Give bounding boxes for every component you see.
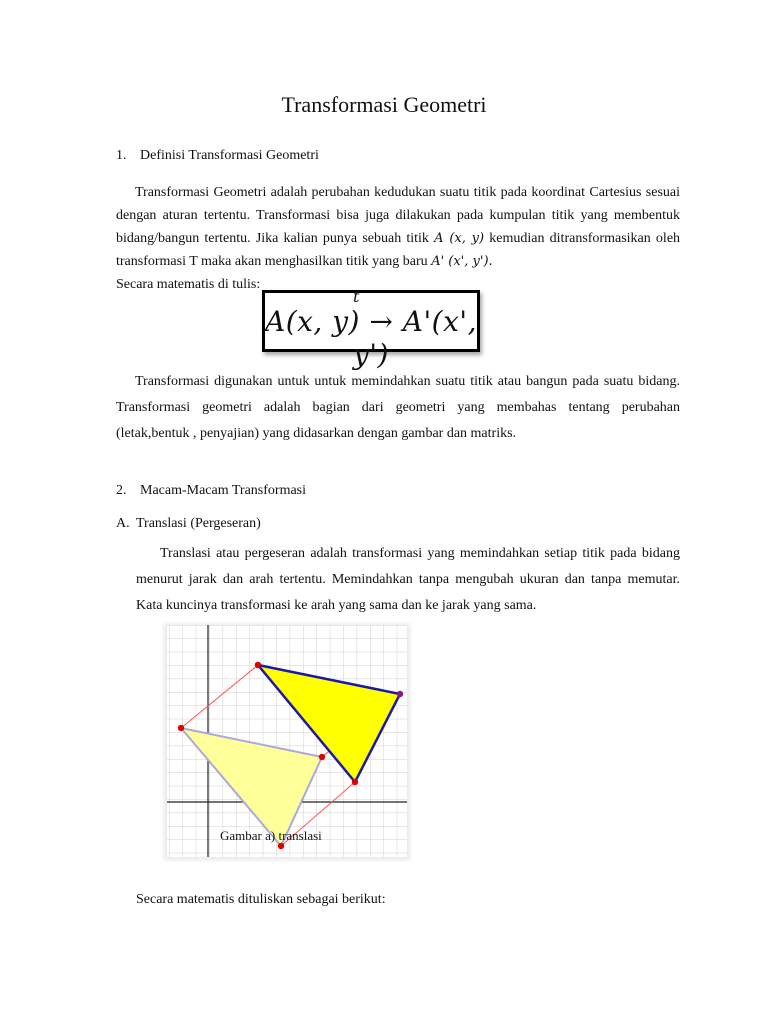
point-a: A (x, y) (434, 231, 485, 246)
section-1-heading (116, 148, 319, 164)
section-1-title: Definisi Transformasi Geometri (140, 148, 319, 163)
transformation-paragraph: Transformasi digunakan untuk untuk memindahkan suatu titik atau bangun pada suatu bidang. Transformasi geometri adalah bagian dari geometri yang membahas tentang perubahan (letak,bentuk , penyajian) yang didasarkan dengan gambar dan matriks. (116, 374, 680, 441)
vertex-a (178, 725, 184, 731)
formula-t-label: t (353, 287, 360, 306)
formula (265, 287, 477, 371)
translation-graph (162, 622, 412, 862)
definition-text-end: Secara matematis di tulis: (116, 277, 261, 292)
vertex-b (319, 754, 325, 760)
translation-figure (162, 622, 412, 862)
vertex-a-prime (255, 662, 261, 668)
section-2-title: Macam-Macam Transformasi (140, 483, 307, 498)
section-2-heading (116, 483, 306, 499)
definition-text: Transformasi Geometri adalah perubahan kedudukan suatu titik pada koordinat Cartesius sesuai dengan aturan tertentu. Transformasi bisa juga dilakukan pada kumpulan titik yang membentuk bidang/bangun tertentu. Jika kalian punya sebuah titik (116, 185, 680, 246)
definition-text-mid: kemudian ditransformasikan oleh transformasi T maka akan menghasilkan titik yang baru (116, 231, 681, 269)
section-1-number: 1. (116, 148, 127, 163)
vertex-b-prime (397, 691, 403, 697)
point-a-prime: A' (x', y'). (431, 254, 493, 269)
figure-caption: Gambar a) translasi (220, 828, 322, 843)
translation-paragraph: Translasi atau pergeseran adalah transformasi yang memindahkan setiap titik pada bidang menurut jarak dan arah tertentu. Memindahkan tanpa mengubah ukuran dan tanpa memutar. Kata kuncinya transformasi ke arah yang sama dan ke jarak yang sama. (136, 546, 680, 613)
subsection-a-title: Translasi (Pergeseran) (136, 516, 261, 531)
closing-sentence: Secara matematis dituliskan sebagai berikut: (136, 892, 386, 907)
formula-box (262, 287, 480, 371)
page-title: Transformasi Geometri (281, 92, 487, 117)
subsection-a-label: A. (116, 516, 130, 531)
formula-text: A(x, y) → A'(x', y') (265, 305, 477, 371)
definition-paragraph (116, 181, 680, 296)
subsection-a-heading (116, 516, 261, 532)
section-2-number: 2. (116, 483, 127, 498)
vertex-c-prime (352, 779, 358, 785)
